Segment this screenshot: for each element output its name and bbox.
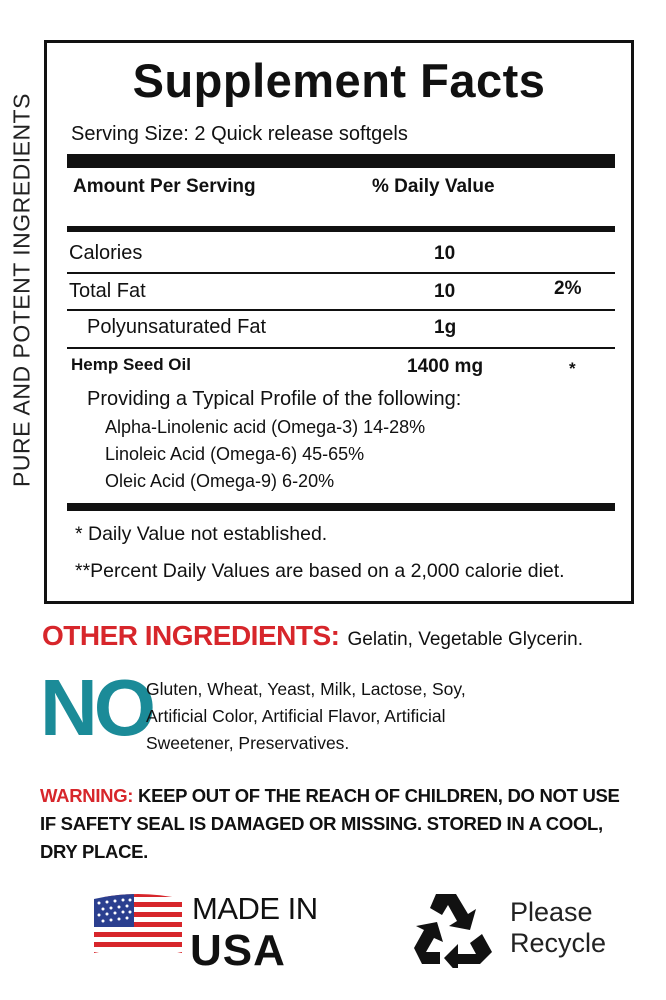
side-label-text: PURE AND POTENT INGREDIENTS bbox=[8, 93, 35, 487]
footnote-percent: **Percent Daily Values are based on a 2,000 calorie diet. bbox=[75, 560, 565, 582]
made-in-label: MADE IN bbox=[192, 891, 318, 926]
hemp-seed-oil-label: Hemp Seed Oil bbox=[71, 355, 191, 374]
total-fat-label: Total Fat bbox=[69, 280, 146, 302]
hemp-seed-oil-dv: * bbox=[569, 359, 576, 378]
supplement-facts-panel bbox=[44, 40, 634, 604]
facts-title: Supplement Facts bbox=[132, 54, 546, 107]
warning-block bbox=[40, 782, 640, 866]
other-ingredients bbox=[42, 620, 583, 652]
no-badge: NO bbox=[40, 663, 152, 752]
daily-value-header: % Daily Value bbox=[372, 176, 495, 197]
us-flag-icon bbox=[90, 891, 186, 959]
polyunsaturated-fat-label: Polyunsaturated Fat bbox=[87, 316, 266, 338]
hemp-seed-oil-amount: 1400 mg bbox=[407, 356, 484, 377]
omega-3-line: Alpha-Linolenic acid (Omega-3) 14-28% bbox=[105, 417, 426, 437]
omega-6-line: Linoleic Acid (Omega-6) 45-65% bbox=[105, 444, 365, 464]
medium-divider bbox=[67, 226, 615, 232]
calories-amount: 10 bbox=[434, 243, 456, 264]
please-label: Please bbox=[510, 897, 593, 927]
side-label bbox=[2, 30, 42, 550]
row-divider bbox=[67, 272, 615, 274]
no-list bbox=[146, 676, 466, 757]
total-fat-amount: 10 bbox=[434, 281, 456, 302]
amount-per-serving-header: Amount Per Serving bbox=[73, 176, 256, 197]
no-list-line: Sweetener, Preservatives. bbox=[146, 733, 350, 753]
profile-title: Providing a Typical Profile of the following: bbox=[87, 388, 462, 410]
row-divider bbox=[67, 347, 615, 349]
other-ingredients-label: OTHER INGREDIENTS: bbox=[42, 620, 340, 651]
no-list-line: Gluten, Wheat, Yeast, Milk, Lactose, Soy, bbox=[146, 679, 466, 699]
warning-label: WARNING: bbox=[40, 785, 134, 806]
row-divider bbox=[67, 309, 615, 311]
omega-9-line: Oleic Acid (Omega-9) 6-20% bbox=[105, 471, 335, 491]
recycle-label: Recycle bbox=[510, 928, 607, 958]
usa-label: USA bbox=[190, 926, 286, 975]
bottom-divider bbox=[67, 503, 615, 511]
total-fat-dv: 2% bbox=[554, 278, 582, 299]
thick-divider bbox=[67, 154, 615, 168]
polyunsaturated-fat-amount: 1g bbox=[434, 317, 457, 338]
footnote-daily-value: * Daily Value not established. bbox=[75, 523, 328, 545]
please-recycle-label bbox=[510, 897, 606, 959]
no-list-line: Artificial Color, Artificial Flavor, Artificial bbox=[146, 706, 446, 726]
recycle-icon bbox=[406, 886, 494, 968]
warning-text: KEEP OUT OF THE REACH OF CHILDREN, DO NOT USE IF SAFETY SEAL IS DAMAGED OR MISSING. STORED IN A COOL, DRY PLACE. bbox=[40, 785, 620, 862]
serving-size: Serving Size: 2 Quick release softgels bbox=[71, 123, 408, 145]
other-ingredients-text: Gelatin, Vegetable Glycerin. bbox=[347, 629, 583, 650]
calories-label: Calories bbox=[69, 242, 143, 264]
